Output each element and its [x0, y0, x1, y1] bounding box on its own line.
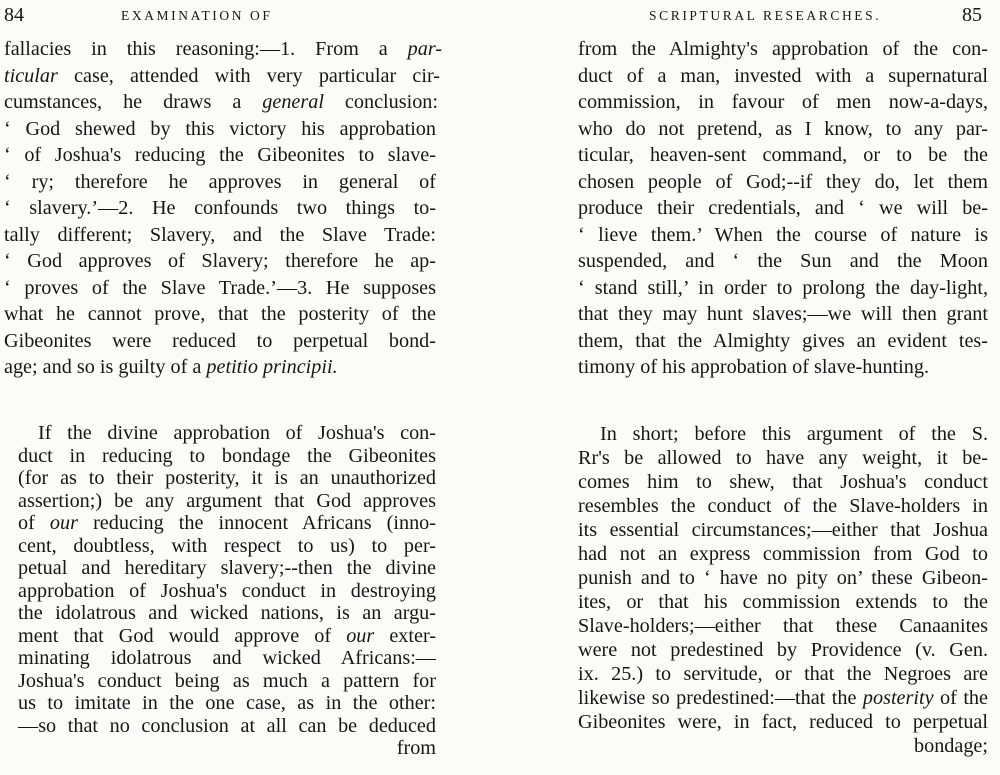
text-line: ‘ proves of the Slave Trade.’—3. He supposes — [4, 276, 436, 299]
text-line: ‘ God approves of Slavery; therefore he ap- — [4, 250, 436, 272]
running-head: EXAMINATION OF — [121, 8, 273, 23]
text-line: likewise so predestined:—that the posterity of the — [578, 687, 988, 709]
text-line: If the divine approbation of Joshua's con- — [38, 422, 436, 444]
page-number: 84 — [4, 4, 24, 26]
text-line: duct in reducing to bondage the Gibeonites — [18, 444, 436, 467]
text-line: us to imitate in the one case, as in the other: — [18, 692, 436, 714]
right-page — [500, 0, 1000, 775]
catchword: from — [396, 737, 436, 759]
text-line: ticular, heaven-sent command, or to be the — [578, 144, 988, 166]
text-line: Rr's be allowed to have any weight, it be- — [578, 447, 988, 469]
running-head: SCRIPTURAL RESEARCHES. — [649, 8, 882, 23]
text-line: ites, or that his commission extends to the — [578, 591, 988, 613]
text-line: —so that no conclusion at all can be deduced — [18, 714, 436, 737]
text-line: ment that God would approve of our exter- — [18, 624, 436, 647]
text-line: chosen people of God;--if they do, let them — [578, 170, 988, 193]
text-line: ‘ stand still,’ in order to prolong the day-light, — [578, 276, 988, 299]
text-line: were not predestined by Providence (v. Gen. — [578, 639, 988, 661]
text-line: assertion;) be any argument that God approves — [18, 489, 436, 512]
text-line: ‘ ry; therefore he approves in general of — [4, 170, 436, 193]
text-line: the idolatrous and wicked nations, is an argu- — [18, 602, 436, 624]
text-line: ‘ of Joshua's reducing the Gibeonites to slave- — [4, 144, 436, 166]
text-line: tally different; Slavery, and the Slave Trade: — [4, 223, 436, 246]
text-line: that they may hunt slaves;—we will then grant — [578, 303, 988, 325]
text-line: commission, in favour of men now-a-days, — [578, 91, 988, 113]
text-line: age; and so is guilty of a petitio principii. — [4, 356, 338, 378]
text-line: ix. 25.) to servitude, or that the Negroes are — [578, 663, 988, 685]
text-line: Gibeonites were reduced to perpetual bond- — [4, 329, 436, 352]
text-line: approbation of Joshua's conduct in destroying — [18, 579, 436, 602]
text-line: Gibeonites were, in fact, reduced to perpetual — [578, 711, 988, 733]
text-line: In short; before this argument of the S. — [600, 423, 988, 445]
text-line: ‘ lieve them.’ When the course of nature is — [578, 223, 988, 246]
text-line: ‘ God shewed by this victory his approbation — [4, 117, 436, 140]
text-line: (for as to their posterity, it is an unauthorized — [18, 467, 436, 489]
catchword: bondage; — [914, 735, 988, 757]
text-line: of our reducing the innocent Africans (inno- — [18, 512, 436, 534]
text-line: fallacies in this reasoning:—1. From a par- — [4, 38, 442, 60]
text-line: petual and hereditary slavery;--then the divine — [18, 557, 436, 579]
text-line: its essential circumstances;—either that Joshua — [578, 519, 988, 541]
text-line: who do not pretend, as I know, to any par- — [578, 117, 988, 140]
text-line: had not an express commission from God to — [578, 543, 988, 565]
text-line: Joshua's conduct being as much a pattern for — [18, 669, 436, 692]
text-line: resembles the conduct of the Slave-holders in — [578, 495, 988, 517]
text-line: comes him to shew, that Joshua's conduct — [578, 471, 988, 493]
text-line: them, that the Almighty gives an evident tes- — [578, 329, 988, 352]
text-line: cumstances, he draws a general conclusion: — [4, 91, 438, 113]
text-line: what he cannot prove, that the posterity of the — [4, 303, 436, 325]
text-line: from the Almighty's approbation of the con- — [578, 38, 988, 60]
text-line: suspended, and ‘ the Sun and the Moon — [578, 250, 988, 272]
text-line: Slave-holders;—either that these Canaanites — [578, 615, 988, 637]
text-line: produce their credentials, and ‘ we will be- — [578, 197, 988, 219]
text-line: cent, doubtless, with respect to us) to per- — [18, 534, 436, 557]
text-line: ‘ slavery.’—2. He confounds two things to- — [4, 197, 436, 219]
text-line: punish and to ‘ have no pity on’ these Gibeon- — [578, 567, 988, 589]
text-line: ticular case, attended with very particular cir- — [4, 64, 440, 87]
text-line: minating idolatrous and wicked Africans:— — [18, 647, 436, 669]
text-line: timony of his approbation of slave-hunting. — [578, 356, 929, 378]
page-number: 85 — [962, 4, 982, 26]
text-line: duct of a man, invested with a supernatural — [578, 64, 988, 87]
